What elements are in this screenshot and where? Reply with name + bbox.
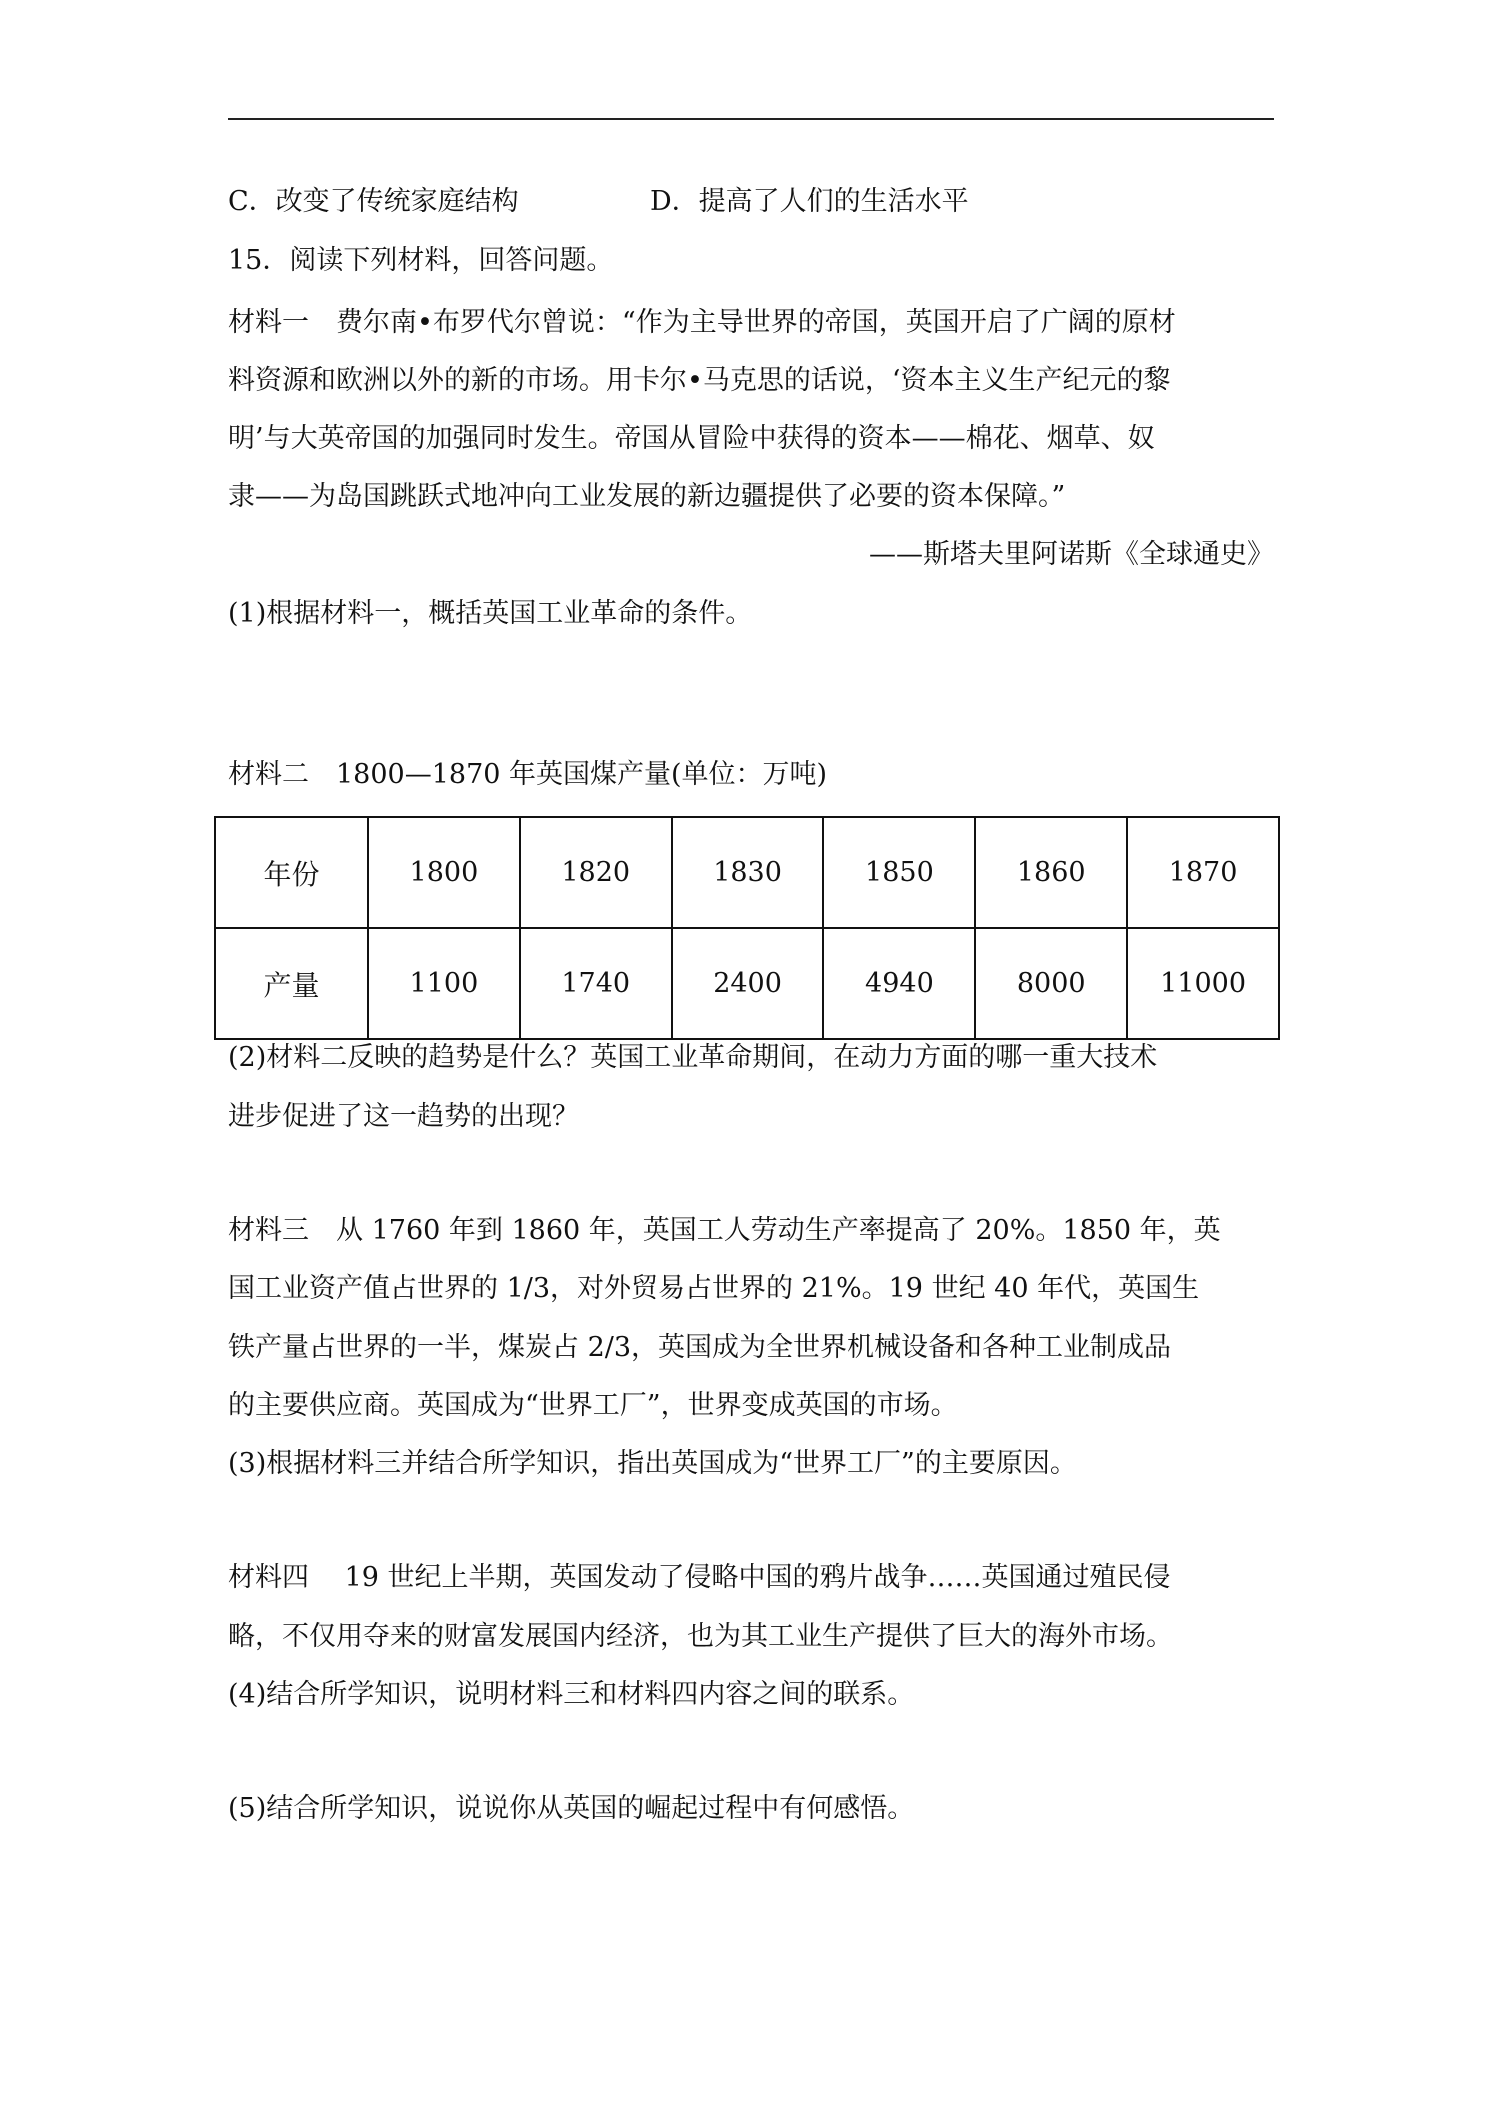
material-2-title: 材料二 1800—1870 年英国煤产量(单位：万吨) <box>228 759 828 790</box>
year-cell: 1850 <box>823 817 975 928</box>
output-cell: 1100 <box>368 928 520 1039</box>
question-4: (4)结合所学知识，说明材料三和材料四内容之间的联系。 <box>228 1679 915 1710</box>
material-1-source: ——斯塔夫里阿诺斯《全球通史》 <box>869 539 1274 570</box>
material-3-line: 铁产量占世界的一半，煤炭占 2/3，英国成为全世界机械设备和各种工业制成品 <box>228 1332 1172 1363</box>
year-cell: 1830 <box>672 817 824 928</box>
year-cell: 1870 <box>1127 817 1279 928</box>
question-5: (5)结合所学知识，说说你从英国的崛起过程中有何感悟。 <box>228 1793 915 1824</box>
year-cell: 1800 <box>368 817 520 928</box>
material-1-line: 隶——为岛国跳跃式地冲向工业发展的新边疆提供了必要的资本保障。” <box>228 481 1066 512</box>
output-cell: 11000 <box>1127 928 1279 1039</box>
material-1-line: 材料一 费尔南•布罗代尔曾说：“作为主导世界的帝国，英国开启了广阔的原材 <box>228 307 1176 338</box>
output-cell: 1740 <box>520 928 672 1039</box>
table-row-output <box>215 928 1279 1039</box>
header-rule <box>228 118 1274 120</box>
question-15-stem: 15．阅读下列材料，回答问题。 <box>228 245 614 276</box>
row-label-year: 年份 <box>215 817 368 928</box>
question-3: (3)根据材料三并结合所学知识，指出英国成为“世界工厂”的主要原因。 <box>228 1448 1077 1479</box>
coal-output-table <box>214 816 1280 1040</box>
material-3-line: 国工业资产值占世界的 1/3，对外贸易占世界的 21%。19 世纪 40 年代，英国生 <box>228 1273 1200 1304</box>
output-cell: 2400 <box>672 928 824 1039</box>
material-1-line: 料资源和欧洲以外的新的市场。用卡尔•马克思的话说，‘资本主义生产纪元的黎 <box>228 365 1171 396</box>
option-c: C．改变了传统家庭结构 <box>228 186 519 217</box>
question-2-line: 进步促进了这一趋势的出现？ <box>228 1101 579 1132</box>
year-cell: 1820 <box>520 817 672 928</box>
material-4-line: 材料四 19 世纪上半期，英国发动了侵略中国的鸦片战争……英国通过殖民侵 <box>228 1562 1171 1593</box>
option-d: D．提高了人们的生活水平 <box>650 186 969 217</box>
output-cell: 4940 <box>823 928 975 1039</box>
row-label-output: 产量 <box>215 928 368 1039</box>
material-1-line: 明’与大英帝国的加强同时发生。帝国从冒险中获得的资本——棉花、烟草、奴 <box>228 423 1155 454</box>
material-4-line: 略，不仅用夺来的财富发展国内经济，也为其工业生产提供了巨大的海外市场。 <box>228 1621 1173 1652</box>
output-cell: 8000 <box>975 928 1127 1039</box>
material-3-line: 材料三 从 1760 年到 1860 年，英国工人劳动生产率提高了 20%。1850 年，英 <box>228 1215 1221 1246</box>
table-row-years <box>215 817 1279 928</box>
material-3-line: 的主要供应商。英国成为“世界工厂”，世界变成英国的市场。 <box>228 1390 958 1421</box>
question-2-line: (2)材料二反映的趋势是什么？英国工业革命期间，在动力方面的哪一重大技术 <box>228 1042 1158 1073</box>
question-1: (1)根据材料一，概括英国工业革命的条件。 <box>228 598 753 629</box>
year-cell: 1860 <box>975 817 1127 928</box>
